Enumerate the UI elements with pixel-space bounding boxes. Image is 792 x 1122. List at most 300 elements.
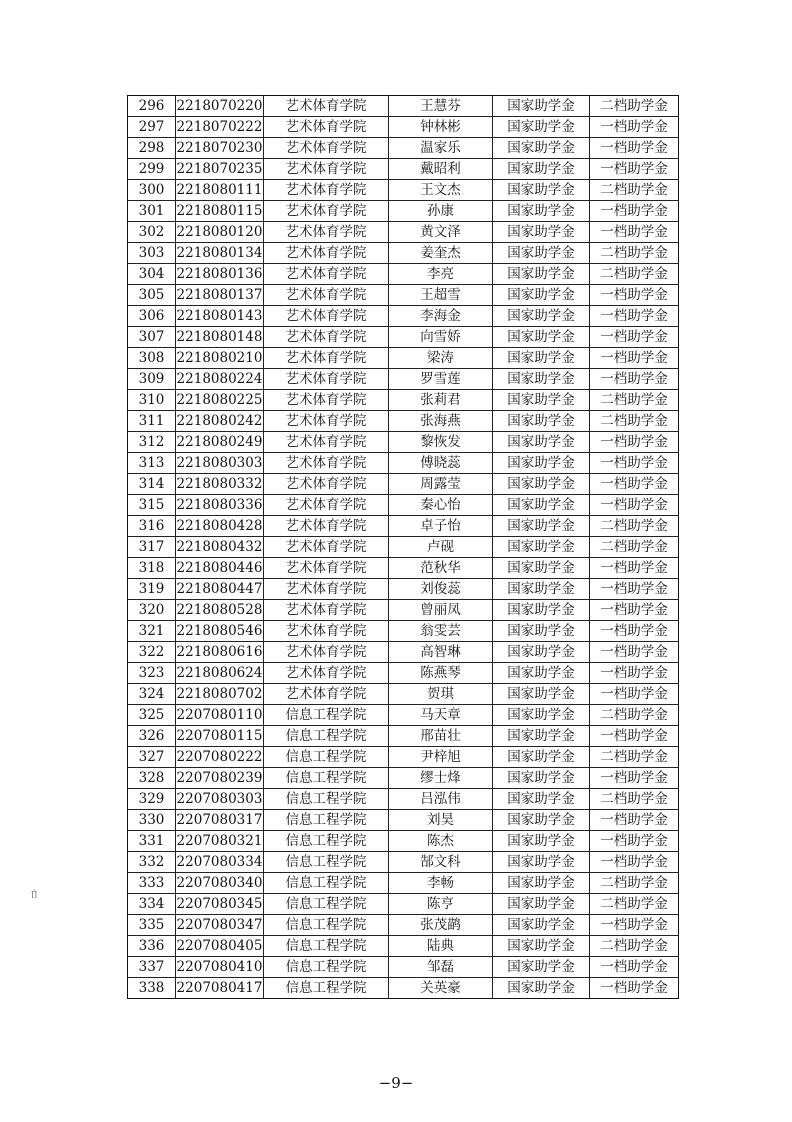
table-row: [128, 390, 679, 411]
cell-name: 王慧芬: [389, 96, 493, 117]
table-row: [128, 768, 679, 789]
table-row: [128, 327, 679, 348]
table-row: [128, 684, 679, 705]
cell-college: 艺术体育学院: [264, 264, 389, 285]
cell-name: 陈杰: [389, 831, 493, 852]
cell-grant-level: 二档助学金: [590, 243, 679, 264]
cell-index: 315: [128, 495, 176, 516]
cell-grant-level: 一档助学金: [590, 768, 679, 789]
cell-index: 320: [128, 600, 176, 621]
cell-index: 299: [128, 159, 176, 180]
cell-grant-level: 一档助学金: [590, 306, 679, 327]
cell-grant-level: 一档助学金: [590, 684, 679, 705]
cell-student-id: 2207080239: [176, 768, 264, 789]
table-row: [128, 222, 679, 243]
cell-grant-type: 国家助学金: [493, 516, 590, 537]
cell-student-id: 2218070235: [176, 159, 264, 180]
cell-name: 张莉君: [389, 390, 493, 411]
cell-index: 311: [128, 411, 176, 432]
cell-index: 314: [128, 474, 176, 495]
cell-grant-level: 一档助学金: [590, 138, 679, 159]
cell-name: 卢砚: [389, 537, 493, 558]
cell-student-id: 2218080432: [176, 537, 264, 558]
cell-grant-level: 一档助学金: [590, 222, 679, 243]
cell-name: 黎恢发: [389, 432, 493, 453]
cell-index: 326: [128, 726, 176, 747]
cell-index: 336: [128, 936, 176, 957]
cell-name: 陆典: [389, 936, 493, 957]
cell-index: 331: [128, 831, 176, 852]
table-row: [128, 495, 679, 516]
cell-grant-level: 二档助学金: [590, 894, 679, 915]
cell-grant-level: 二档助学金: [590, 264, 679, 285]
cell-college: 艺术体育学院: [264, 474, 389, 495]
cell-grant-type: 国家助学金: [493, 726, 590, 747]
cell-grant-type: 国家助学金: [493, 348, 590, 369]
cell-grant-level: 一档助学金: [590, 726, 679, 747]
cell-college: 信息工程学院: [264, 957, 389, 978]
cell-student-id: 2218080702: [176, 684, 264, 705]
cell-college: 艺术体育学院: [264, 411, 389, 432]
cell-college: 信息工程学院: [264, 978, 389, 999]
cell-grant-type: 国家助学金: [493, 831, 590, 852]
cell-name: 张海燕: [389, 411, 493, 432]
cell-student-id: 2218080303: [176, 453, 264, 474]
cell-name: 邹磊: [389, 957, 493, 978]
table-row: [128, 873, 679, 894]
table-row: [128, 474, 679, 495]
table-row: [128, 138, 679, 159]
cell-grant-level: 一档助学金: [590, 915, 679, 936]
cell-index: 305: [128, 285, 176, 306]
cell-index: 307: [128, 327, 176, 348]
cell-grant-level: 一档助学金: [590, 369, 679, 390]
cell-college: 信息工程学院: [264, 705, 389, 726]
table-row: [128, 453, 679, 474]
table-row: [128, 726, 679, 747]
cell-grant-level: 一档助学金: [590, 810, 679, 831]
cell-grant-level: 二档助学金: [590, 789, 679, 810]
cell-student-id: 2207080405: [176, 936, 264, 957]
cell-name: 向雪娇: [389, 327, 493, 348]
cell-name: 陈燕琴: [389, 663, 493, 684]
cell-college: 艺术体育学院: [264, 558, 389, 579]
cell-name: 张茂鹋: [389, 915, 493, 936]
cell-college: 艺术体育学院: [264, 684, 389, 705]
table-row: [128, 516, 679, 537]
cell-college: 艺术体育学院: [264, 180, 389, 201]
cell-student-id: 2218080148: [176, 327, 264, 348]
cell-index: 310: [128, 390, 176, 411]
cell-student-id: 2218080225: [176, 390, 264, 411]
cell-grant-type: 国家助学金: [493, 117, 590, 138]
cell-student-id: 2218070222: [176, 117, 264, 138]
cell-grant-type: 国家助学金: [493, 600, 590, 621]
cell-index: 327: [128, 747, 176, 768]
cell-grant-type: 国家助学金: [493, 789, 590, 810]
table-row: [128, 96, 679, 117]
cell-college: 艺术体育学院: [264, 369, 389, 390]
cell-index: 335: [128, 915, 176, 936]
cell-index: 298: [128, 138, 176, 159]
cell-index: 322: [128, 642, 176, 663]
cell-name: 李畅: [389, 873, 493, 894]
cell-grant-level: 一档助学金: [590, 201, 679, 222]
table-row: [128, 411, 679, 432]
cell-grant-type: 国家助学金: [493, 138, 590, 159]
cell-grant-level: 一档助学金: [590, 453, 679, 474]
cell-grant-level: 二档助学金: [590, 411, 679, 432]
cell-name: 卓子怡: [389, 516, 493, 537]
table-row: [128, 558, 679, 579]
cell-grant-level: 二档助学金: [590, 747, 679, 768]
cell-student-id: 2218080447: [176, 579, 264, 600]
table-body: [128, 96, 679, 999]
cell-index: 296: [128, 96, 176, 117]
table-row: [128, 600, 679, 621]
cell-college: 信息工程学院: [264, 894, 389, 915]
cell-college: 信息工程学院: [264, 768, 389, 789]
table-row: [128, 957, 679, 978]
cell-name: 罗雪莲: [389, 369, 493, 390]
cell-grant-type: 国家助学金: [493, 159, 590, 180]
cell-grant-type: 国家助学金: [493, 873, 590, 894]
cell-grant-level: 一档助学金: [590, 642, 679, 663]
cell-index: 317: [128, 537, 176, 558]
cell-grant-level: 一档助学金: [590, 831, 679, 852]
table-row: [128, 936, 679, 957]
cell-grant-level: 一档助学金: [590, 957, 679, 978]
cell-college: 信息工程学院: [264, 915, 389, 936]
table-row: [128, 663, 679, 684]
cell-student-id: 2218080210: [176, 348, 264, 369]
cell-student-id: 2207080334: [176, 852, 264, 873]
cell-grant-type: 国家助学金: [493, 432, 590, 453]
cell-name: 贺琪: [389, 684, 493, 705]
cell-grant-type: 国家助学金: [493, 957, 590, 978]
cell-grant-type: 国家助学金: [493, 810, 590, 831]
table-row: [128, 537, 679, 558]
table-row: [128, 579, 679, 600]
cell-grant-type: 国家助学金: [493, 705, 590, 726]
cell-index: 324: [128, 684, 176, 705]
cell-name: 翁雯芸: [389, 621, 493, 642]
cell-college: 信息工程学院: [264, 726, 389, 747]
cell-student-id: 2218080120: [176, 222, 264, 243]
table-row: [128, 810, 679, 831]
cell-grant-level: 二档助学金: [590, 516, 679, 537]
cell-college: 艺术体育学院: [264, 579, 389, 600]
cell-student-id: 2207080417: [176, 978, 264, 999]
cell-student-id: 2218080528: [176, 600, 264, 621]
cell-student-id: 2207080303: [176, 789, 264, 810]
cell-grant-level: 一档助学金: [590, 579, 679, 600]
cell-index: 316: [128, 516, 176, 537]
cell-college: 艺术体育学院: [264, 117, 389, 138]
cell-student-id: 2207080110: [176, 705, 264, 726]
cell-index: 334: [128, 894, 176, 915]
cell-name: 郜文科: [389, 852, 493, 873]
table-row: [128, 894, 679, 915]
cell-grant-type: 国家助学金: [493, 201, 590, 222]
cell-index: 337: [128, 957, 176, 978]
cell-grant-level: 一档助学金: [590, 663, 679, 684]
cell-student-id: 2207080340: [176, 873, 264, 894]
cell-index: 323: [128, 663, 176, 684]
cell-name: 梁涛: [389, 348, 493, 369]
cell-name: 温家乐: [389, 138, 493, 159]
table-row: [128, 747, 679, 768]
cell-index: 308: [128, 348, 176, 369]
cell-college: 信息工程学院: [264, 873, 389, 894]
scan-artifact: ꞁ'ꞁ: [31, 889, 37, 899]
cell-index: 332: [128, 852, 176, 873]
cell-grant-type: 国家助学金: [493, 306, 590, 327]
cell-name: 傅晓蕊: [389, 453, 493, 474]
cell-grant-level: 二档助学金: [590, 537, 679, 558]
cell-student-id: 2218080546: [176, 621, 264, 642]
table-row: [128, 642, 679, 663]
cell-grant-type: 国家助学金: [493, 96, 590, 117]
table-row: [128, 180, 679, 201]
cell-index: 330: [128, 810, 176, 831]
cell-student-id: 2207080222: [176, 747, 264, 768]
cell-grant-type: 国家助学金: [493, 684, 590, 705]
cell-name: 高智琳: [389, 642, 493, 663]
cell-grant-type: 国家助学金: [493, 411, 590, 432]
cell-index: 301: [128, 201, 176, 222]
table-row: [128, 285, 679, 306]
cell-grant-type: 国家助学金: [493, 558, 590, 579]
cell-college: 艺术体育学院: [264, 600, 389, 621]
cell-grant-type: 国家助学金: [493, 852, 590, 873]
cell-student-id: 2218080336: [176, 495, 264, 516]
cell-grant-type: 国家助学金: [493, 285, 590, 306]
table-row: [128, 432, 679, 453]
cell-student-id: 2207080317: [176, 810, 264, 831]
cell-grant-level: 一档助学金: [590, 600, 679, 621]
cell-grant-level: 一档助学金: [590, 852, 679, 873]
cell-grant-level: 一档助学金: [590, 474, 679, 495]
cell-college: 艺术体育学院: [264, 222, 389, 243]
cell-college: 信息工程学院: [264, 831, 389, 852]
cell-name: 范秋华: [389, 558, 493, 579]
cell-grant-level: 一档助学金: [590, 621, 679, 642]
cell-college: 艺术体育学院: [264, 495, 389, 516]
cell-grant-level: 二档助学金: [590, 936, 679, 957]
cell-college: 艺术体育学院: [264, 348, 389, 369]
cell-grant-level: 二档助学金: [590, 390, 679, 411]
cell-grant-type: 国家助学金: [493, 894, 590, 915]
table-row: [128, 159, 679, 180]
cell-student-id: 2207080410: [176, 957, 264, 978]
cell-grant-type: 国家助学金: [493, 495, 590, 516]
cell-index: 329: [128, 789, 176, 810]
table-row: [128, 621, 679, 642]
cell-college: 信息工程学院: [264, 852, 389, 873]
table-row: [128, 978, 679, 999]
cell-index: 306: [128, 306, 176, 327]
cell-college: 信息工程学院: [264, 789, 389, 810]
cell-name: 王文杰: [389, 180, 493, 201]
cell-college: 艺术体育学院: [264, 285, 389, 306]
cell-college: 艺术体育学院: [264, 663, 389, 684]
cell-index: 303: [128, 243, 176, 264]
cell-index: 309: [128, 369, 176, 390]
cell-college: 信息工程学院: [264, 936, 389, 957]
cell-student-id: 2218080134: [176, 243, 264, 264]
cell-name: 马天章: [389, 705, 493, 726]
cell-grant-level: 一档助学金: [590, 348, 679, 369]
cell-college: 艺术体育学院: [264, 138, 389, 159]
cell-student-id: 2207080345: [176, 894, 264, 915]
cell-student-id: 2218080224: [176, 369, 264, 390]
cell-student-id: 2218080428: [176, 516, 264, 537]
cell-student-id: 2218080242: [176, 411, 264, 432]
cell-grant-type: 国家助学金: [493, 369, 590, 390]
cell-college: 艺术体育学院: [264, 621, 389, 642]
cell-index: 313: [128, 453, 176, 474]
cell-grant-level: 一档助学金: [590, 432, 679, 453]
cell-grant-type: 国家助学金: [493, 243, 590, 264]
cell-name: 尹梓旭: [389, 747, 493, 768]
cell-grant-level: 一档助学金: [590, 978, 679, 999]
cell-college: 艺术体育学院: [264, 243, 389, 264]
cell-student-id: 2218070230: [176, 138, 264, 159]
cell-student-id: 2218080111: [176, 180, 264, 201]
cell-student-id: 2218080136: [176, 264, 264, 285]
cell-name: 陈亨: [389, 894, 493, 915]
cell-grant-type: 国家助学金: [493, 222, 590, 243]
cell-student-id: 2218080137: [176, 285, 264, 306]
cell-grant-level: 二档助学金: [590, 873, 679, 894]
cell-index: 302: [128, 222, 176, 243]
cell-student-id: 2218070220: [176, 96, 264, 117]
cell-grant-level: 一档助学金: [590, 558, 679, 579]
cell-college: 艺术体育学院: [264, 432, 389, 453]
cell-name: 秦心怡: [389, 495, 493, 516]
cell-college: 艺术体育学院: [264, 201, 389, 222]
cell-college: 艺术体育学院: [264, 306, 389, 327]
cell-name: 黄文泽: [389, 222, 493, 243]
cell-college: 信息工程学院: [264, 810, 389, 831]
cell-college: 艺术体育学院: [264, 96, 389, 117]
cell-grant-level: 一档助学金: [590, 495, 679, 516]
cell-student-id: 2218080332: [176, 474, 264, 495]
cell-student-id: 2218080115: [176, 201, 264, 222]
cell-college: 艺术体育学院: [264, 453, 389, 474]
table-row: [128, 348, 679, 369]
cell-grant-type: 国家助学金: [493, 642, 590, 663]
cell-grant-level: 一档助学金: [590, 117, 679, 138]
cell-student-id: 2218080616: [176, 642, 264, 663]
cell-name: 缪士烽: [389, 768, 493, 789]
cell-college: 艺术体育学院: [264, 516, 389, 537]
cell-grant-type: 国家助学金: [493, 390, 590, 411]
cell-index: 304: [128, 264, 176, 285]
cell-index: 338: [128, 978, 176, 999]
cell-grant-type: 国家助学金: [493, 621, 590, 642]
cell-grant-type: 国家助学金: [493, 663, 590, 684]
cell-grant-level: 二档助学金: [590, 705, 679, 726]
cell-grant-type: 国家助学金: [493, 768, 590, 789]
cell-college: 艺术体育学院: [264, 327, 389, 348]
cell-grant-type: 国家助学金: [493, 936, 590, 957]
cell-student-id: 2207080347: [176, 915, 264, 936]
cell-name: 李亮: [389, 264, 493, 285]
cell-index: 333: [128, 873, 176, 894]
cell-grant-type: 国家助学金: [493, 915, 590, 936]
table-row: [128, 243, 679, 264]
cell-student-id: 2218080624: [176, 663, 264, 684]
cell-college: 艺术体育学院: [264, 159, 389, 180]
cell-grant-type: 国家助学金: [493, 537, 590, 558]
cell-name: 周露莹: [389, 474, 493, 495]
cell-grant-level: 一档助学金: [590, 285, 679, 306]
cell-name: 孙康: [389, 201, 493, 222]
cell-grant-type: 国家助学金: [493, 747, 590, 768]
table-row: [128, 264, 679, 285]
cell-name: 刘昊: [389, 810, 493, 831]
cell-index: 319: [128, 579, 176, 600]
cell-grant-type: 国家助学金: [493, 264, 590, 285]
cell-grant-level: 一档助学金: [590, 159, 679, 180]
cell-college: 艺术体育学院: [264, 390, 389, 411]
cell-name: 姜奎杰: [389, 243, 493, 264]
table-row: [128, 705, 679, 726]
cell-name: 邢苗壮: [389, 726, 493, 747]
table-row: [128, 306, 679, 327]
table-row: [128, 789, 679, 810]
table-row: [128, 852, 679, 873]
cell-index: 325: [128, 705, 176, 726]
cell-index: 297: [128, 117, 176, 138]
cell-index: 328: [128, 768, 176, 789]
table-row: [128, 369, 679, 390]
cell-college: 艺术体育学院: [264, 537, 389, 558]
table-row: [128, 117, 679, 138]
table-row: [128, 915, 679, 936]
cell-student-id: 2218080143: [176, 306, 264, 327]
cell-grant-type: 国家助学金: [493, 327, 590, 348]
cell-name: 曾丽凤: [389, 600, 493, 621]
cell-name: 吕泓伟: [389, 789, 493, 810]
cell-grant-type: 国家助学金: [493, 453, 590, 474]
cell-student-id: 2207080115: [176, 726, 264, 747]
cell-grant-type: 国家助学金: [493, 180, 590, 201]
cell-index: 318: [128, 558, 176, 579]
cell-index: 312: [128, 432, 176, 453]
cell-grant-type: 国家助学金: [493, 474, 590, 495]
cell-index: 321: [128, 621, 176, 642]
cell-name: 刘俊蕊: [389, 579, 493, 600]
cell-grant-type: 国家助学金: [493, 978, 590, 999]
cell-student-id: 2218080249: [176, 432, 264, 453]
cell-student-id: 2218080446: [176, 558, 264, 579]
cell-index: 300: [128, 180, 176, 201]
cell-name: 李海金: [389, 306, 493, 327]
table-row: [128, 831, 679, 852]
cell-college: 艺术体育学院: [264, 642, 389, 663]
grant-recipient-table: [127, 95, 679, 999]
cell-name: 关英豪: [389, 978, 493, 999]
cell-name: 戴昭利: [389, 159, 493, 180]
cell-grant-type: 国家助学金: [493, 579, 590, 600]
page-number: −9−: [378, 1074, 414, 1092]
cell-grant-level: 二档助学金: [590, 180, 679, 201]
cell-grant-level: 二档助学金: [590, 96, 679, 117]
cell-name: 钟林彬: [389, 117, 493, 138]
